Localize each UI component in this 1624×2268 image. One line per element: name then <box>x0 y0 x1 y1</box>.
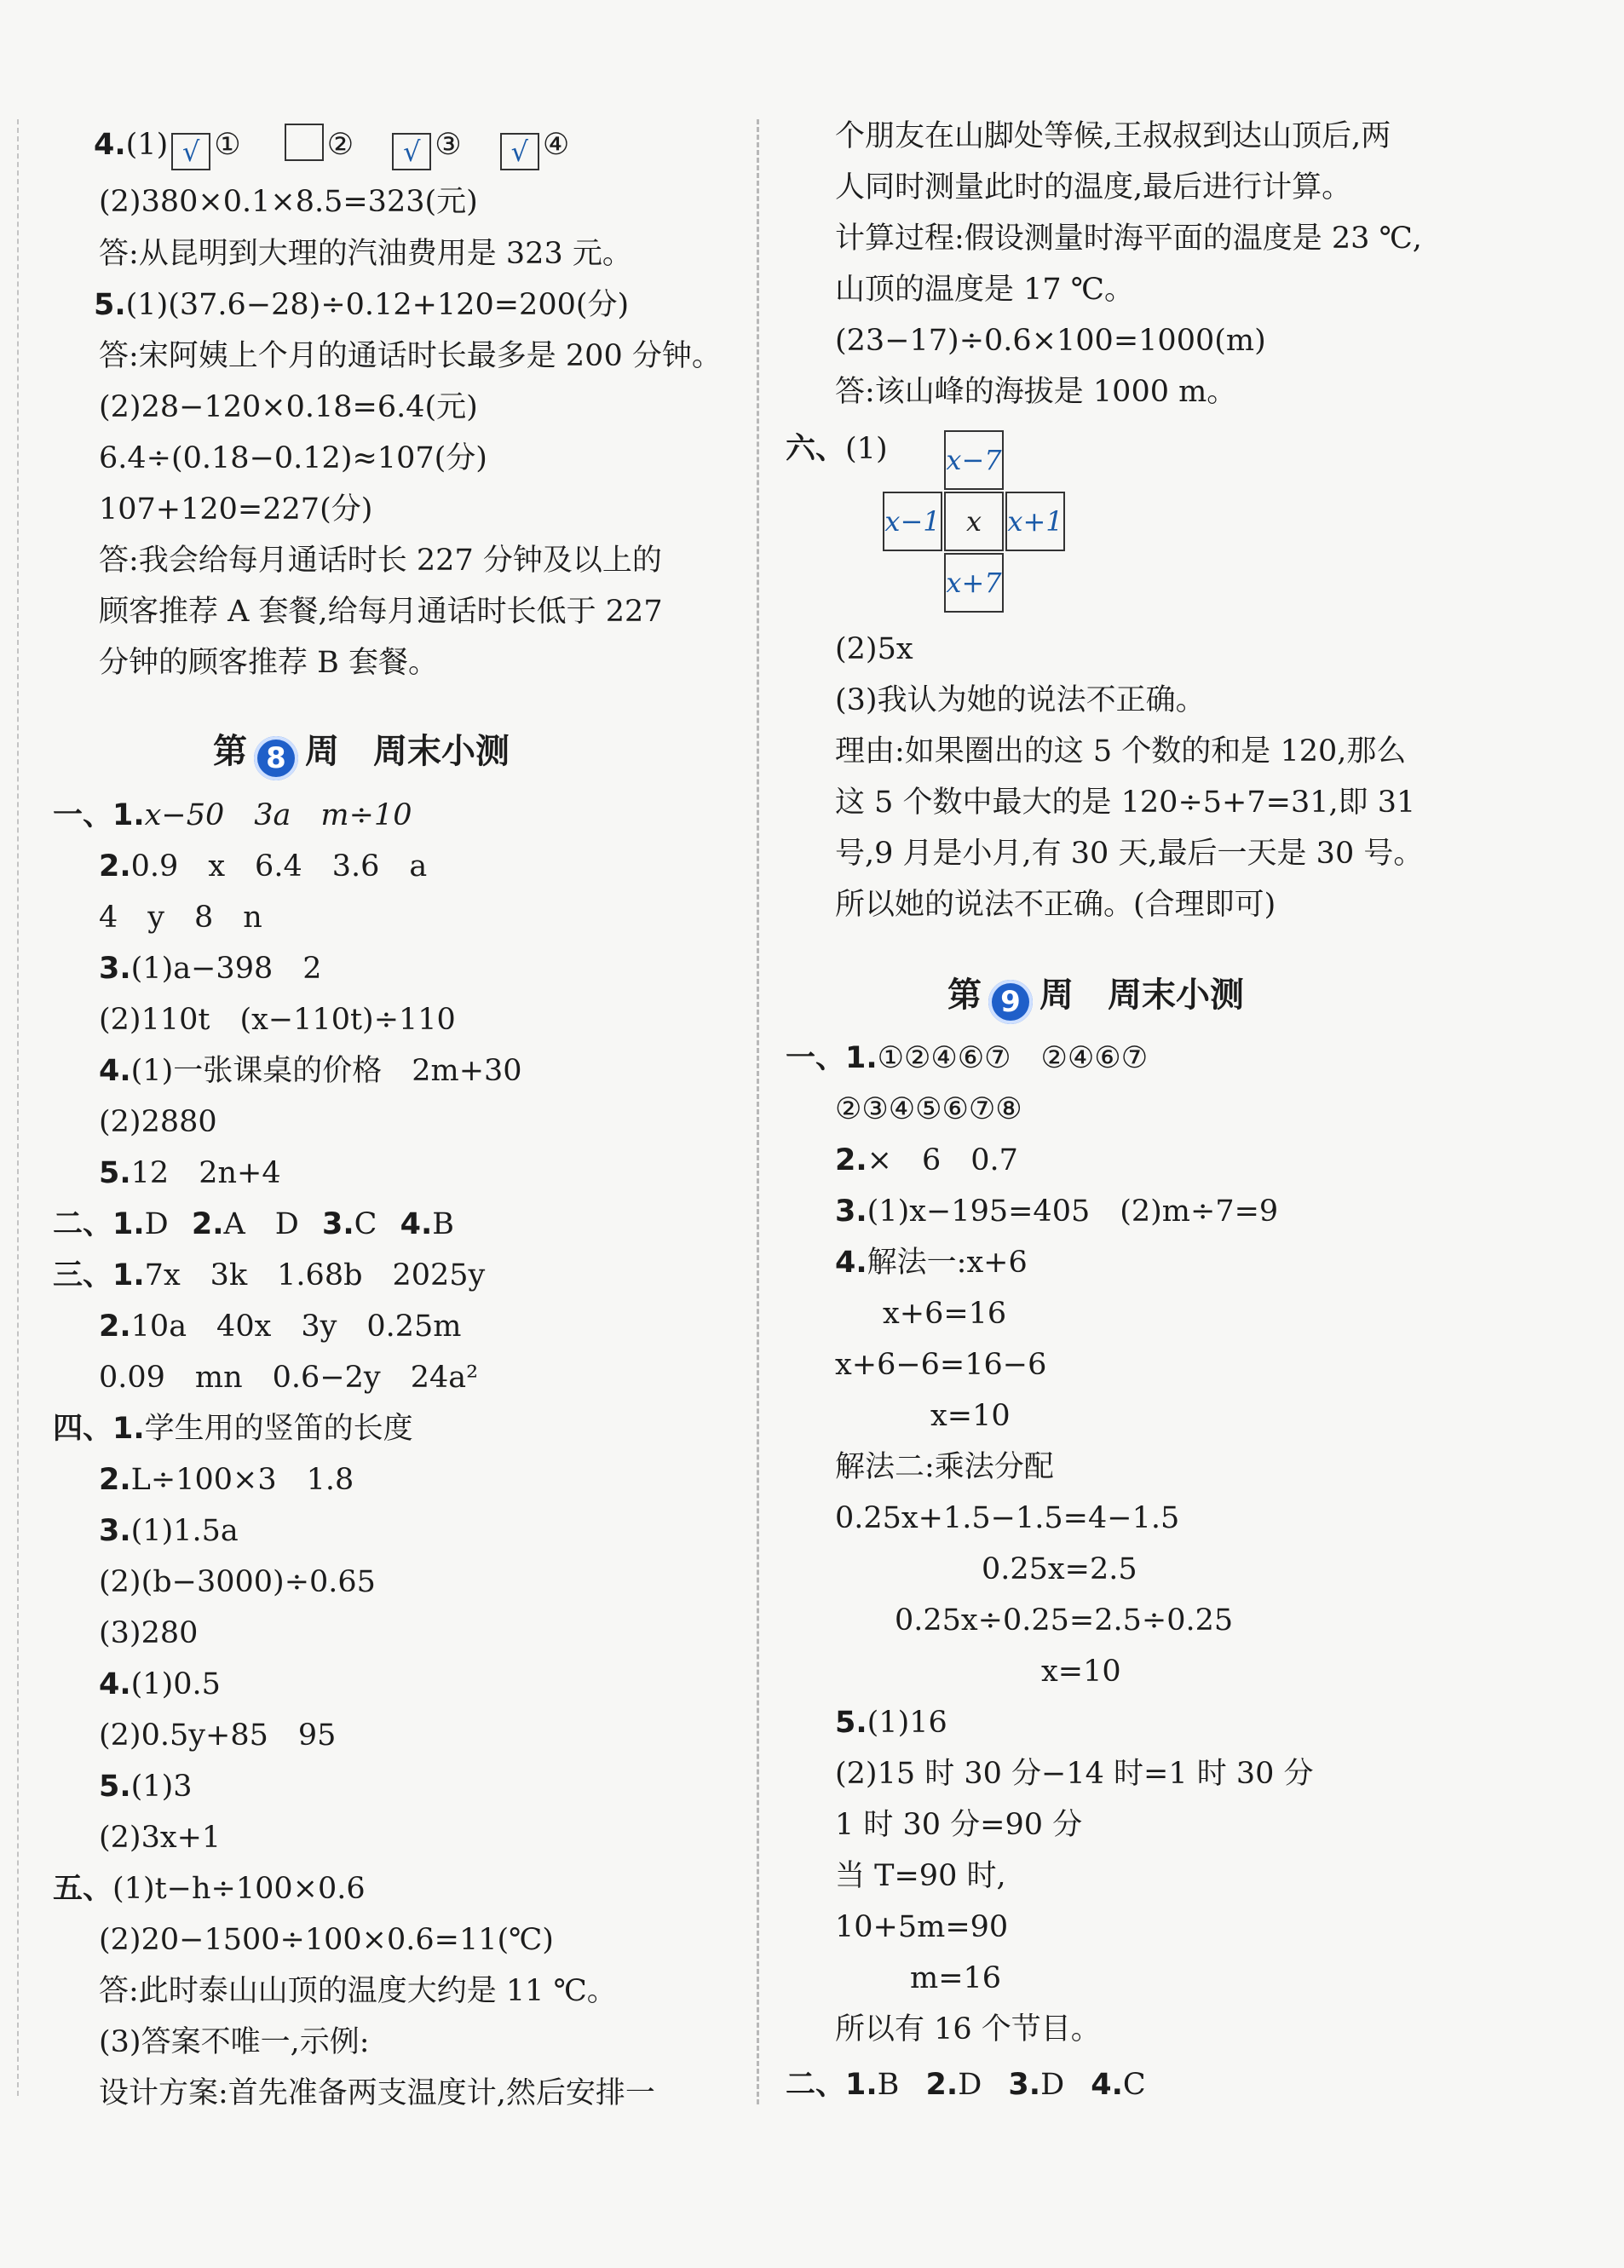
s5-q4: (3)答案不唯一,示例: <box>99 2025 370 2059</box>
check-box-1: √ <box>171 133 210 170</box>
w9-q5b: (2)15 时 30 分−14 时=1 时 30 分 <box>835 1757 1314 1791</box>
r-line1: 个朋友在山脚处等候,王叔叔到达山顶后,两 <box>835 119 1391 153</box>
q5-line4: 6.4÷(0.18−0.12)≈107(分) <box>99 441 487 475</box>
w9-q5f: m=16 <box>910 1961 1002 1995</box>
s6-q7: 所以她的说法不正确。(合理即可) <box>835 888 1276 922</box>
q4-line3: 答:从昆明到大理的汽油费用是 323 元。 <box>99 237 632 271</box>
s3-q1: 三、1.7x 3k 1.68b 2025y <box>53 1258 486 1292</box>
q4-line2: (2)380×0.1×8.5=323(元) <box>99 185 478 219</box>
w9-q4i: x=10 <box>1041 1655 1121 1689</box>
s4-q5: 5.(1)3 <box>99 1770 193 1804</box>
w9-s2-line: 二、1.B 2.D 3.D 4.C <box>786 2068 1146 2102</box>
s4-q4: 4.(1)0.5 <box>99 1667 221 1701</box>
q4-line1: 4.(1) √ ① ② √ ③ √ ④ <box>94 124 569 170</box>
w9-q4g: 0.25x=2.5 <box>982 1552 1137 1586</box>
week9-badge: 9 <box>988 980 1033 1024</box>
w9-q5g: 所以有 16 个节目。 <box>835 2012 1101 2046</box>
w9-q4d: x=10 <box>930 1399 1011 1433</box>
s3-q2: 2.10a 40x 3y 0.25m <box>99 1310 462 1344</box>
w9-q2: 2.× 6 0.7 <box>835 1143 1018 1177</box>
s4-q3c: (3)280 <box>99 1616 199 1650</box>
s6-q4: 理由:如果圈出的这 5 个数的和是 120,那么 <box>835 734 1407 768</box>
s4-q3: 3.(1)1.5a <box>99 1514 239 1548</box>
s1-q3: 3.(1)a−398 2 <box>99 952 322 986</box>
w9-q5: 5.(1)16 <box>835 1706 947 1740</box>
s4-q1: 四、1.学生用的竖笛的长度 <box>53 1412 413 1446</box>
check-box-3: √ <box>392 133 431 170</box>
s6-q5: 这 5 个数中最大的是 120÷5+7=31,即 31 <box>835 786 1416 820</box>
w9-q3: 3.(1)x−195=405 (2)m÷7=9 <box>835 1194 1279 1229</box>
r-line5: (23−17)÷0.6×100=1000(m) <box>835 324 1266 358</box>
s5-q2: (2)20−1500÷100×0.6=11(℃) <box>99 1923 554 1957</box>
w9-q5e: 10+5m=90 <box>835 1910 1009 1944</box>
q5-line3: (2)28−120×0.18=6.4(元) <box>99 390 478 424</box>
s5-q1: 五、(1)t−h÷100×0.6 <box>53 1872 366 1906</box>
s6-q3: (3)我认为她的说法不正确。 <box>835 683 1206 717</box>
r-line4: 山顶的温度是 17 ℃。 <box>835 273 1134 307</box>
grid-left: x−1 <box>883 492 942 551</box>
s5-q5: 设计方案:首先准备两支温度计,然后安排一 <box>99 2076 655 2110</box>
s5-q3: 答:此时泰山山顶的温度大约是 11 ℃。 <box>99 1974 617 2008</box>
week8-badge: 8 <box>254 736 298 780</box>
s4-q5b: (2)3x+1 <box>99 1821 222 1855</box>
q5-line1: 5.(1)(37.6−28)÷0.12+120=200(分) <box>94 288 630 322</box>
check-box-2 <box>285 124 324 161</box>
s6-q2: (2)5x <box>835 632 913 666</box>
w9-q4c: x+6−6=16−6 <box>835 1348 1047 1382</box>
w9-q4f: 0.25x+1.5−1.5=4−1.5 <box>835 1501 1180 1535</box>
s4-q2: 2.L÷100×3 1.8 <box>99 1463 354 1497</box>
grid-right: x+1 <box>1005 492 1065 551</box>
week8-heading: 第 8 周 周末小测 <box>213 726 510 780</box>
r-line3: 计算过程:假设测量时海平面的温度是 23 ℃, <box>835 222 1422 256</box>
s1-q2: 2.0.9 x 6.4 3.6 a <box>99 849 428 884</box>
s6-q6: 号,9 月是小月,有 30 天,最后一天是 30 号。 <box>835 837 1424 871</box>
q5-line5: 107+120=227(分) <box>99 492 373 527</box>
s1-q2b: 4 y 8 n <box>99 901 262 935</box>
s4-q4b: (2)0.5y+85 95 <box>99 1718 337 1753</box>
q5-line6: 答:我会给每月通话时长 227 分钟及以上的 <box>99 544 662 578</box>
w9-q4e: 解法二:乘法分配 <box>835 1450 1054 1484</box>
s6-q1: 六、(1) <box>786 432 888 466</box>
binding-margin <box>17 119 19 2096</box>
w9-q1b: ②③④⑤⑥⑦⑧ <box>835 1092 1022 1126</box>
q5-line8: 分钟的顾客推荐 B 套餐。 <box>99 646 438 680</box>
s1-q5: 5.12 2n+4 <box>99 1156 281 1190</box>
column-divider <box>757 119 759 2104</box>
s4-q3b: (2)(b−3000)÷0.65 <box>99 1565 376 1599</box>
s1-q4b: (2)2880 <box>99 1105 217 1139</box>
check-box-4: √ <box>500 133 539 170</box>
q5-line7: 顾客推荐 A 套餐,给每月通话时长低于 227 <box>99 595 663 629</box>
w9-q5d: 当 T=90 时, <box>835 1859 1006 1893</box>
s3-q2b: 0.09 mn 0.6−2y 24a² <box>99 1361 479 1395</box>
w9-q5c: 1 时 30 分=90 分 <box>835 1808 1083 1842</box>
s2-line: 二、1.D 2.A D 3.C 4.B <box>53 1207 454 1241</box>
s1-q4: 4.(1)一张课桌的价格 2m+30 <box>99 1054 522 1088</box>
r-line2: 人同时测量此时的温度,最后进行计算。 <box>835 170 1352 204</box>
r-line6: 答:该山峰的海拔是 1000 m。 <box>835 375 1237 409</box>
grid-center: x <box>944 492 1004 551</box>
s1-q3b: (2)110t (x−110t)÷110 <box>99 1003 456 1037</box>
calendar-cross-grid <box>883 430 1067 614</box>
w9-q4: 4.解法一:x+6 <box>835 1246 1028 1280</box>
s1-q1: 一、1.x−50 3a m÷10 <box>53 798 412 832</box>
w9-q4h: 0.25x÷0.25=2.5÷0.25 <box>895 1603 1234 1638</box>
week9-heading: 第 9 周 周末小测 <box>947 970 1244 1024</box>
grid-bottom: x+7 <box>944 553 1004 613</box>
w9-q1: 一、1.①②④⑥⑦ ②④⑥⑦ <box>786 1041 1149 1075</box>
grid-top: x−7 <box>944 430 1004 490</box>
q5-line2: 答:宋阿姨上个月的通话时长最多是 200 分钟。 <box>99 339 722 373</box>
w9-q4b: x+6=16 <box>883 1297 1007 1331</box>
